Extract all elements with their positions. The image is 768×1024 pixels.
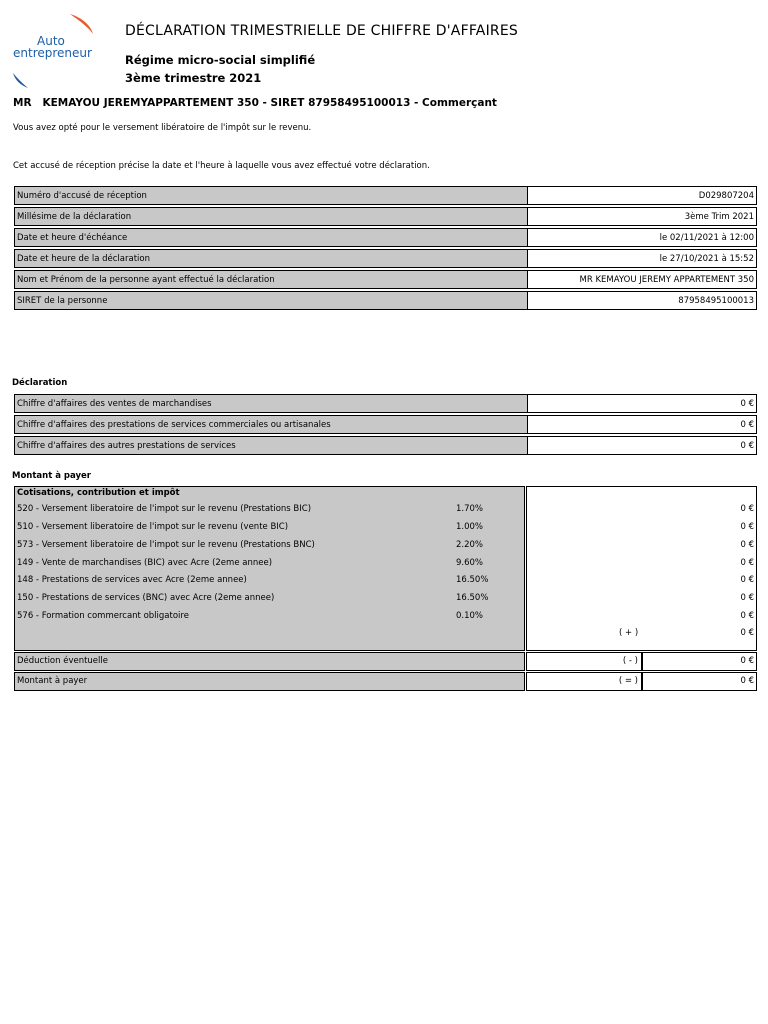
contributions-header: Cotisations, contribution et impôt — [17, 488, 180, 498]
row-label: Chiffre d'affaires des autres prestations de services — [15, 437, 528, 455]
contribution-rate: 16.50% — [456, 593, 489, 603]
contribution-rate: 2.20% — [456, 540, 484, 550]
period-label: 3ème trimestre 2021 — [125, 71, 262, 85]
logo-text-auto: Auto — [37, 34, 65, 48]
total-value: 0 € — [740, 628, 754, 638]
deduction-row — [14, 652, 757, 671]
row-label: Millésime de la déclaration — [15, 208, 528, 226]
table-row — [15, 437, 757, 455]
contribution-value: 0 € — [740, 575, 754, 585]
amount-operator: ( = ) — [526, 672, 642, 691]
row-value: 0 € — [528, 395, 757, 413]
contribution-rate: 9.60% — [456, 558, 484, 568]
contributions-labels — [14, 486, 525, 651]
table-row — [15, 395, 757, 413]
row-value: MR KEMAYOU JEREMY APPARTEMENT 350 — [528, 271, 757, 289]
row-label: Chiffre d'affaires des ventes de marchandises — [15, 395, 528, 413]
deduction-value: 0 € — [642, 652, 757, 671]
row-value: 87958495100013 — [528, 292, 757, 310]
receipt-note: Cet accusé de réception précise la date et l'heure à laquelle vous avez effectué votre déclaration. — [13, 161, 430, 171]
total-operator: ( + ) — [619, 628, 639, 638]
table-row — [15, 250, 757, 268]
contribution-value: 0 € — [740, 558, 754, 568]
row-label: SIRET de la personne — [15, 292, 528, 310]
declaration-table — [14, 394, 757, 455]
amount-value: 0 € — [642, 672, 757, 691]
row-label: Nom et Prénom de la personne ayant effectué la déclaration — [15, 271, 528, 289]
table-row — [15, 229, 757, 247]
table-row — [15, 271, 757, 289]
contribution-label: 520 - Versement liberatoire de l'impot sur le revenu (Prestations BIC) — [17, 504, 312, 514]
contribution-label: 150 - Prestations de services (BNC) avec Acre (2eme annee) — [17, 593, 275, 603]
contributions-values — [526, 486, 757, 651]
contribution-rate: 1.70% — [456, 504, 484, 514]
payment-title: Montant à payer — [12, 471, 91, 481]
row-value: 3ème Trim 2021 — [528, 208, 757, 226]
contribution-value: 0 € — [740, 611, 754, 621]
contribution-value: 0 € — [740, 593, 754, 603]
receipt-table — [14, 186, 757, 310]
contribution-value: 0 € — [740, 540, 754, 550]
contribution-label: 149 - Vente de marchandises (BIC) avec Acre (2eme annee) — [17, 558, 273, 568]
declarant-line: MR KEMAYOU JEREMYAPPARTEMENT 350 - SIRET 87958495100013 - Commerçant — [13, 97, 497, 109]
table-row — [15, 187, 757, 205]
row-label: Date et heure de la déclaration — [15, 250, 528, 268]
document-title: DÉCLARATION TRIMESTRIELLE DE CHIFFRE D'AFFAIRES — [125, 23, 518, 39]
contribution-rate: 1.00% — [456, 522, 484, 532]
contribution-label: 573 - Versement liberatoire de l'impot sur le revenu (Prestations BNC) — [17, 540, 315, 550]
row-label: Numéro d'accusé de réception — [15, 187, 528, 205]
deduction-label: Déduction éventuelle — [14, 652, 525, 671]
table-row — [15, 208, 757, 226]
contribution-rate: 16.50% — [456, 575, 489, 585]
regime-label: Régime micro-social simplifié — [125, 53, 316, 67]
declaration-title: Déclaration — [12, 378, 68, 388]
table-row — [15, 292, 757, 310]
contribution-label: 148 - Prestations de services avec Acre (2eme annee) — [17, 575, 247, 585]
logo-text-entrepreneur: entrepreneur — [13, 46, 92, 60]
contribution-label: 510 - Versement liberatoire de l'impot sur le revenu (vente BIC) — [17, 522, 289, 532]
contribution-label: 576 - Formation commercant obligatoire — [17, 611, 189, 621]
row-label: Chiffre d'affaires des prestations de services commerciales ou artisanales — [15, 416, 528, 434]
row-value: D029807204 — [528, 187, 757, 205]
contribution-value: 0 € — [740, 522, 754, 532]
amount-row — [14, 672, 757, 691]
contribution-value: 0 € — [740, 504, 754, 514]
row-value: 0 € — [528, 416, 757, 434]
table-row — [15, 416, 757, 434]
row-label: Date et heure d'échéance — [15, 229, 528, 247]
row-value: 0 € — [528, 437, 757, 455]
option-note: Vous avez opté pour le versement libératoire de l'impôt sur le revenu. — [13, 123, 312, 133]
amount-label: Montant à payer — [14, 672, 525, 691]
deduction-operator: ( - ) — [526, 652, 642, 671]
contribution-rate: 0.10% — [456, 611, 484, 621]
row-value: le 02/11/2021 à 12:00 — [528, 229, 757, 247]
row-value: le 27/10/2021 à 15:52 — [528, 250, 757, 268]
